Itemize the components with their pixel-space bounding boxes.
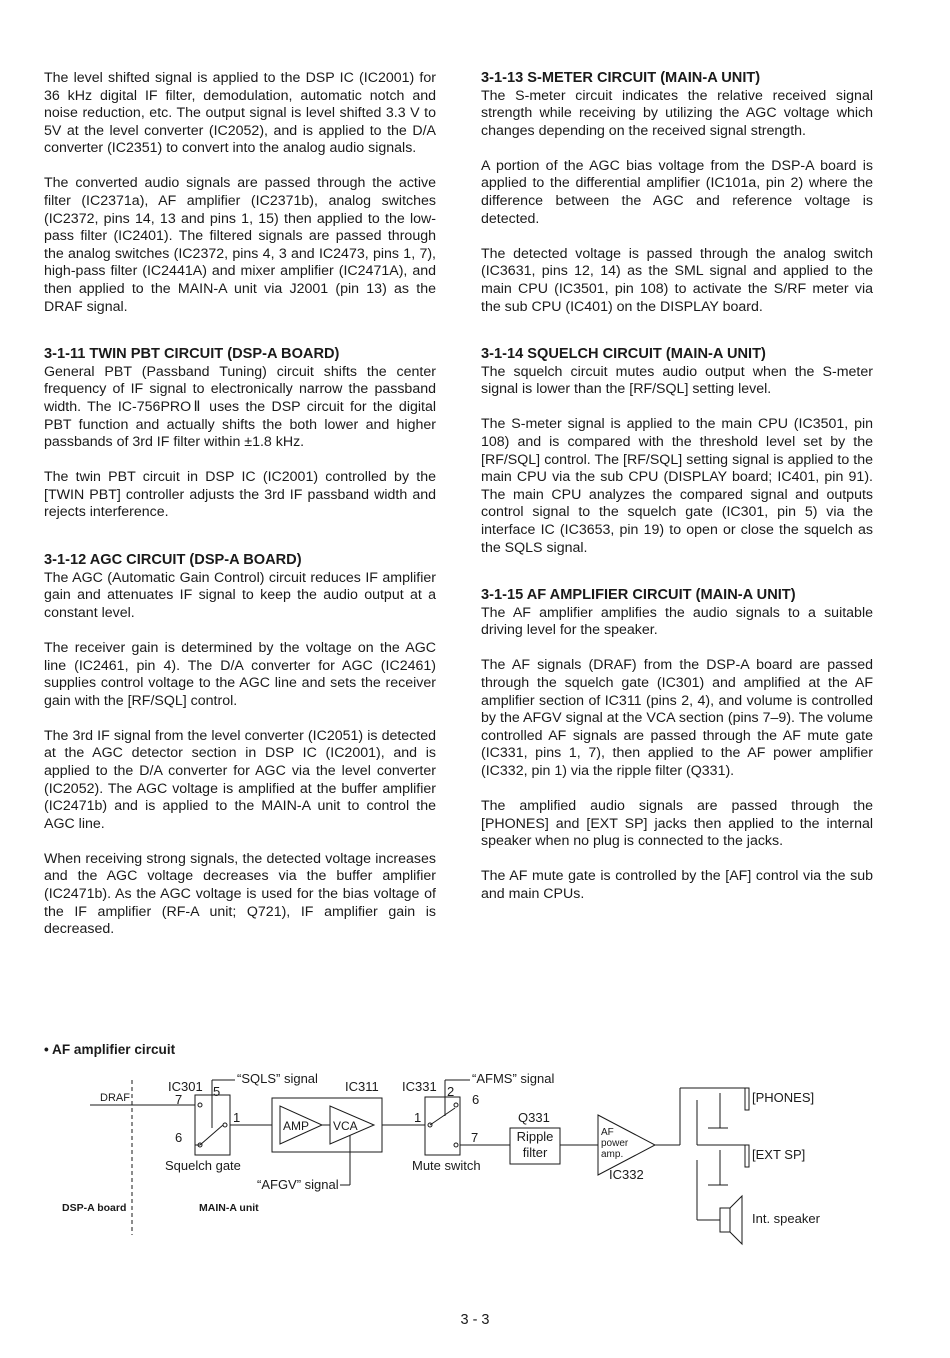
int-speaker-label: Int. speaker [752,1211,820,1226]
section-paragraph: When receiving strong signals, the detected voltage increases and the AGC voltage decreases via the buffer amplifier (IC2471b). As the AGC voltage is used for the bias voltage of the IF amplifier (RF-A unit; Q721), IF amplifier gain is decreased. [44,850,436,938]
phones-label: [PHONES] [752,1090,815,1105]
ext-sp-jack [745,1145,749,1167]
ic301-label: IC301 [168,1079,203,1094]
pin-label: 6 [472,1092,480,1107]
switch-contact [223,1123,227,1127]
mute-switch-arm [430,1108,455,1125]
pin-label: 2 [447,1084,455,1099]
section-paragraph: The 3rd IF signal from the level converter (IC2051) is detected at the AGC detector section in DSP IC (IC2001), and is applied to the D/A converter for AGC via the level converter (IC2052). The AGC voltage is amplified at the buffer amplifier (IC2471b) and is applied to the MAIN-A unit to control the AGC line. [44,727,436,832]
intro-paragraph: The converted audio signals are passed through the active filter (IC2371a), AF amplifier (IC2371b), analog switches (IC2372, pins 14, 13 and pins 1, 15) then applied to the low-pass filter (IC2401). The filtered signals are passed through the analog switches (IC2372, pins 4, 3 and IC2473, pins 1, 7), high-pass filter (IC2441A) and mixer amplifier (IC2471A), and then applied to the MAIN-A unit via J2001 (pin 13) as the DRAF signal. [44,175,436,315]
section-paragraph: The receiver gain is determined by the voltage on the AGC line (IC2461, pin 4). The D/A converter for AGC (IC2461) supplies control voltage to the AGC line and sets the receiver gain with the [RF/SQL] control. [44,639,436,709]
pin-label: 6 [175,1130,183,1145]
page-number: 3 - 3 [460,1312,490,1328]
squelch-gate-label: Squelch gate [165,1158,241,1173]
ripple-label: Ripple [516,1129,554,1144]
section-twin-pbt [44,346,436,522]
afms-label: “AFMS” signal [472,1071,555,1086]
afgv-label: “AFGV” signal [257,1177,339,1192]
section-paragraph: The S-meter circuit indicates the relative received signal strength while receiving by utilizing the AGC voltage which changes depending on the received signal strength. [481,87,873,139]
left-column [44,70,436,956]
section-paragraph: The AGC (Automatic Gain Control) circuit reduces IF amplifier gain and attenuates IF signal to keep the audio output at a constant level. [44,569,436,621]
section-heading: 3-1-14 SQUELCH CIRCUIT (MAIN-A UNIT) [481,346,766,363]
section-heading: 3-1-15 AF AMPLIFIER CIRCUIT (MAIN-A UNIT) [481,587,796,604]
section-paragraph: The AF mute gate is controlled by the [AF] control via the sub and main CPUs. [481,868,873,902]
intro-paragraph: The level shifted signal is applied to the DSP IC (IC2001) for 36 kHz digital IF filter, demodulation, automatic notch and noise reduction, etc. The output signal is level shifted 3.3 V to 5V at the level converter (IC2052), and is applied to the D/A converter (IC2351) to convert into the analog audio signals. [44,70,436,157]
section-heading: 3-1-12 AGC CIRCUIT (DSP-A BOARD) [44,552,302,569]
section-paragraph: The AF amplifier amplifies the audio signals to a suitable driving level for the speaker. [481,604,873,639]
draf-label: DRAF [100,1092,130,1104]
power-amp-label: power [601,1138,629,1149]
section-paragraph: The S-meter signal is applied to the main CPU (IC3501, pin 108) and is compared with the threshold level set by the [RF/SQL] control. The [RF/SQL] setting signal is applied to the main CPU via the sub CPU (DISPLAY board; IC401, pin 91). The main CPU analyzes the compared signal and outputs control signal to the squelch gate (IC301, pin 5) via the interface IC (IC3653, pin 19) to open or close the squelch as the SQLS signal. [481,416,873,556]
section-paragraph: A portion of the AGC bias voltage from the DSP-A board is applied to the differential amplifier (IC101a, pin 2) where the difference between the AGC and reference voltage is detected. [481,157,873,227]
speaker-body [720,1208,730,1232]
section-paragraph: The AF signals (DRAF) from the DSP-A board are passed through the squelch gate (IC301) and amplified at the AF amplifier section of IC311 (pins 2, 4), and volume is controlled by the AFGV signal at the VCA section (pins 7–9). The volume controlled AF signals are passed through the AF mute gate (IC331, pins 1, 7), then applied to the AF power amplifier (IC332, pin 1) via the ripple filter (Q331). [481,657,873,779]
dsp-board-label: DSP-A board [62,1202,127,1214]
section-s-meter [481,70,873,316]
pin-label: 1 [233,1110,241,1125]
main-unit-label: MAIN-A unit [199,1202,259,1214]
section-paragraph: The amplified audio signals are passed through the [PHONES] and [EXT SP] jacks then applied to the internal speaker when no plug is connected to the jacks. [481,798,873,850]
sqls-label: “SQLS” signal [237,1071,318,1086]
power-amp-label: AF [601,1127,614,1138]
power-amp-label: amp. [601,1149,624,1160]
ic332-label: IC332 [609,1167,644,1182]
section-agc [44,552,436,939]
section-af-amplifier [481,587,873,903]
section-heading: 3-1-11 TWIN PBT CIRCUIT (DSP-A BOARD) [44,346,340,363]
right-column [481,70,873,921]
section-paragraph: The twin PBT circuit in DSP IC (IC2001) controlled by the [TWIN PBT] controller adjusts the 3rd IF passband width and rejects interference. [44,469,436,521]
speaker-cone [730,1196,742,1244]
section-paragraph: The squelch circuit mutes audio output when the S-meter signal is lower than the [RF/SQL] setting level. [481,363,873,398]
switch-contact [198,1103,202,1107]
pin-label: 7 [471,1130,479,1145]
section-paragraph: The detected voltage is passed through the analog switch (IC3631, pins 12, 14) as the SML signal and applied to the main CPU (IC3501, pin 108) to activate the S/RF meter via the sub CPU (IC401) on the DISPLAY board. [481,245,873,315]
vca-label: VCA [333,1119,358,1133]
ic311-label: IC311 [345,1079,379,1094]
ripple-label: filter [522,1145,548,1160]
af-amplifier-diagram [0,1060,950,1310]
pin-label: 1 [414,1110,422,1125]
amp-label: AMP [283,1119,310,1133]
pin-label: 7 [175,1092,183,1107]
section-heading: 3-1-13 S-METER CIRCUIT (MAIN-A UNIT) [481,70,761,86]
section-paragraph: General PBT (Passband Tuning) circuit shifts the center frequency of IF signal to electronically narrow the passband width. The IC-756PROⅡ uses the DSP circuit for the digital PBT function and actually shifts the both lower and higher passbands of 3rd IF filter within ±1.8 kHz. [44,363,436,451]
mute-switch-label: Mute switch [412,1158,481,1173]
ic331-label: IC331 [402,1079,437,1094]
diagram-title: • AF amplifier circuit [44,1042,176,1057]
section-squelch [481,346,873,557]
ext-sp-label: [EXT SP] [752,1147,806,1162]
q331-label: Q331 [518,1110,550,1125]
pin-label: 5 [213,1084,221,1099]
phones-jack [745,1088,749,1110]
